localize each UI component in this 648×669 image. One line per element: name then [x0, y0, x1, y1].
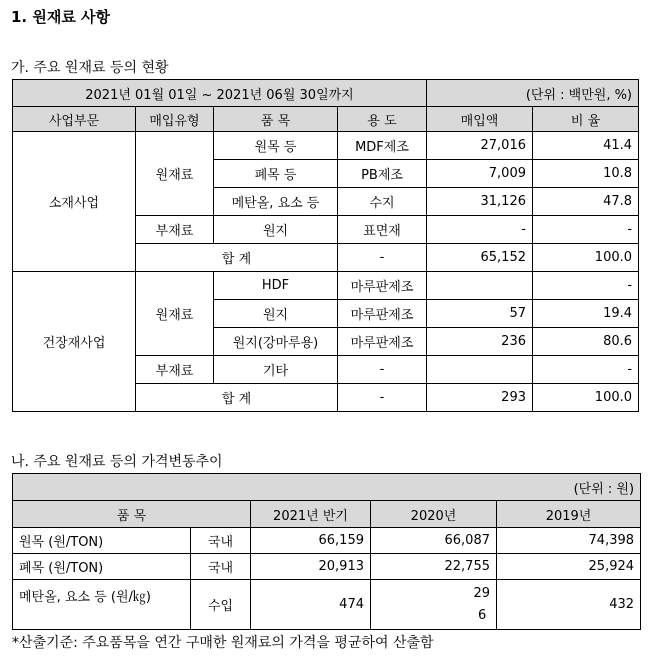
item-cell: 원지 — [214, 300, 338, 328]
amount-cell: 7,009 — [427, 160, 533, 188]
item-cell: 폐목 등 — [214, 160, 338, 188]
price-2020-cell — [371, 580, 497, 630]
use-cell: - — [338, 356, 427, 384]
footnote: *산출기준: 주요품목을 연간 구매한 원재료의 가격을 평균하여 산출함 — [12, 635, 434, 651]
table-row — [13, 528, 641, 554]
amount-cell: 236 — [427, 328, 533, 356]
segment-name: 건장재사업 — [13, 272, 136, 412]
amount-cell: 31,126 — [427, 188, 533, 216]
segment-name: 소재사업 — [13, 132, 136, 272]
amount-cell: 57 — [427, 300, 533, 328]
use-cell: - — [338, 244, 427, 272]
table2-subtitle: 나. 주요 원재료 등의 가격변동추이 — [11, 454, 223, 470]
item-cell: 원지 — [214, 216, 338, 244]
use-cell: 마루판제조 — [338, 328, 427, 356]
total-label: 합 계 — [136, 384, 338, 412]
amount-cell: - — [427, 216, 533, 244]
header-use: 용 도 — [338, 107, 427, 132]
price-2020-cell: 22,755 — [371, 554, 497, 580]
price-2020-line2: 6 — [478, 607, 487, 623]
ratio-cell: 80.6 — [533, 328, 639, 356]
origin-cell: 수입 — [191, 580, 251, 630]
ratio-cell: 19.4 — [533, 300, 639, 328]
use-cell: 마루판제조 — [338, 300, 427, 328]
price-trend-table — [12, 473, 641, 630]
purchase-type: 원재료 — [136, 272, 214, 356]
item-cell: 폐목 (원/TON) — [13, 554, 191, 580]
amount-cell: 293 — [427, 384, 533, 412]
table1-subtitle: 가. 주요 원재료 등의 현황 — [11, 60, 169, 76]
ratio-cell: 47.8 — [533, 188, 639, 216]
header-item: 품 목 — [214, 107, 338, 132]
header-2019: 2019년 — [497, 501, 641, 528]
total-label: 합 계 — [136, 244, 338, 272]
use-cell: 표면재 — [338, 216, 427, 244]
amount-cell: 27,016 — [427, 132, 533, 160]
use-cell: PB제조 — [338, 160, 427, 188]
origin-cell: 국내 — [191, 528, 251, 554]
price-2019-cell: 74,398 — [497, 528, 641, 554]
price-2019-cell: 432 — [497, 580, 641, 630]
item-cell: HDF — [214, 272, 338, 300]
ratio-cell: - — [533, 356, 639, 384]
header-2021: 2021년 반기 — [251, 501, 371, 528]
amount-cell — [427, 272, 533, 300]
period-label: 2021년 01월 01일 ~ 2021년 06월 30일까지 — [13, 80, 427, 107]
price-2021-cell: 66,159 — [251, 528, 371, 554]
unit-label: (단위 : 원) — [13, 474, 641, 501]
table-row — [13, 272, 639, 300]
price-2020-line1: 29 — [473, 585, 490, 601]
header-2020: 2020년 — [371, 501, 497, 528]
header-item: 품 목 — [13, 501, 251, 528]
section-title: 1. 원재료 사항 — [11, 8, 111, 26]
raw-materials-table — [12, 79, 639, 412]
use-cell: MDF제조 — [338, 132, 427, 160]
header-segment: 사업부문 — [13, 107, 136, 132]
ratio-cell: 100.0 — [533, 244, 639, 272]
price-2020-cell: 66,087 — [371, 528, 497, 554]
ratio-cell: - — [533, 272, 639, 300]
purchase-type: 부재료 — [136, 356, 214, 384]
unit-label: (단위 : 백만원, %) — [427, 80, 639, 107]
header-purchase-type: 매입유형 — [136, 107, 214, 132]
table-row — [13, 132, 639, 160]
price-2019-cell: 25,924 — [497, 554, 641, 580]
use-cell: 수지 — [338, 188, 427, 216]
item-cell: 기타 — [214, 356, 338, 384]
purchase-type: 부재료 — [136, 216, 214, 244]
price-2021-cell: 20,913 — [251, 554, 371, 580]
purchase-type: 원재료 — [136, 132, 214, 216]
item-cell: 원지(강마루용) — [214, 328, 338, 356]
header-amount: 매입액 — [427, 107, 533, 132]
ratio-cell: - — [533, 216, 639, 244]
price-2021-cell: 474 — [251, 580, 371, 630]
ratio-cell: 41.4 — [533, 132, 639, 160]
origin-cell: 국내 — [191, 554, 251, 580]
header-ratio: 비 율 — [533, 107, 639, 132]
table-row — [13, 554, 641, 580]
amount-cell — [427, 356, 533, 384]
item-cell: 원목 (원/TON) — [13, 528, 191, 554]
amount-cell: 65,152 — [427, 244, 533, 272]
use-cell: 마루판제조 — [338, 272, 427, 300]
table-row — [13, 580, 641, 630]
ratio-cell: 10.8 — [533, 160, 639, 188]
item-cell: 원목 등 — [214, 132, 338, 160]
ratio-cell: 100.0 — [533, 384, 639, 412]
item-cell: 메탄올, 요소 등 (원/㎏) — [13, 580, 191, 630]
use-cell: - — [338, 384, 427, 412]
item-cell: 메탄올, 요소 등 — [214, 188, 338, 216]
